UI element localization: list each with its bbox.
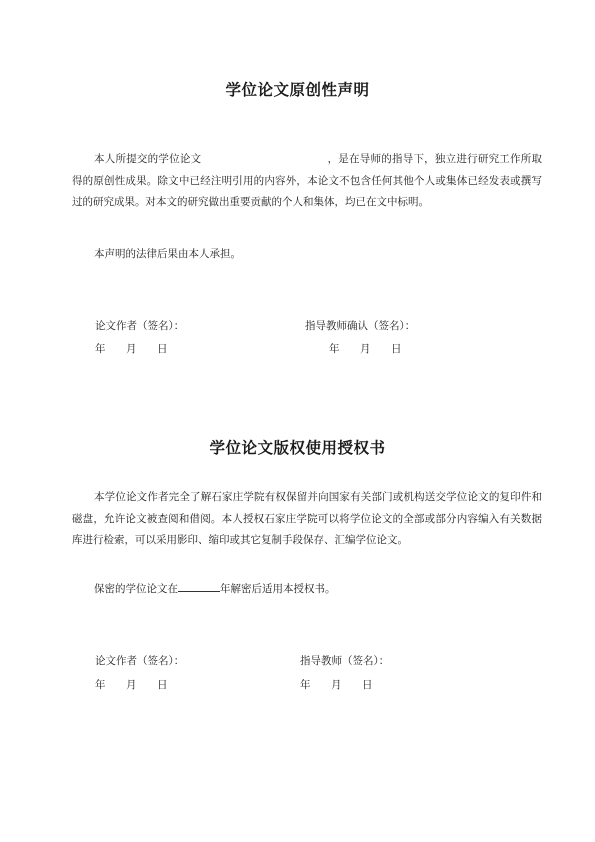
month-label: 月 — [331, 679, 342, 691]
day-label: 日 — [362, 679, 373, 691]
copyright-advisor-date — [300, 678, 373, 692]
originality-author-date — [95, 342, 168, 356]
confidential-clause-end: 年解密后适用本授权书。 — [220, 583, 336, 595]
originality-paragraph — [72, 149, 542, 214]
copyright-author-date — [95, 678, 168, 692]
day-label: 日 — [391, 343, 402, 355]
confidential-clause — [72, 579, 542, 601]
originality-para-start: 本人所提交的学位论文 — [94, 153, 202, 165]
originality-title: 学位论文原创性声明 — [225, 81, 370, 99]
copyright-author-signature: 论文作者（签名）： — [95, 655, 185, 667]
copyright-title: 学位论文版权使用授权书 — [209, 439, 386, 457]
year-label: 年 — [95, 679, 106, 691]
originality-liability-text: 本声明的法律后果由本人承担。 — [94, 248, 241, 260]
originality-advisor-date — [329, 342, 402, 356]
day-label: 日 — [157, 343, 168, 355]
confidential-clause-start: 保密的学位论文在 — [94, 583, 178, 595]
month-label: 月 — [360, 343, 371, 355]
originality-para-rest: ，是在导师的指导下，独立进行研究工作所取得的原创性成果。除文中已经注明引用的内容外，本论文不包含任何其他个人或集体已经发表或撰写过的研究成果。对本文的研究做出重要贡献的个人和集体，均已在文中标明。 — [72, 153, 543, 208]
copyright-paragraph: 本学位论文作者完全了解石家庄学院有权保留并向国家有关部门或机构送交学位论文的复印件和磁盘，允许论文被查阅和借阅。本人授权石家庄学院可以将学位论文的全部或部分内容编入有关数据库进行检索，可以采用影印、缩印或其它复制手段保存、汇编学位论文。 — [72, 491, 542, 546]
month-label: 月 — [126, 343, 137, 355]
originality-author-signature: 论文作者（签名）： — [95, 320, 185, 332]
originality-advisor-signature: 指导教师确认（签名）： — [305, 320, 416, 332]
year-label: 年 — [300, 679, 311, 691]
month-label: 月 — [126, 679, 137, 691]
year-label: 年 — [95, 343, 106, 355]
year-label: 年 — [329, 343, 340, 355]
day-label: 日 — [157, 679, 168, 691]
year-blank — [178, 580, 220, 592]
copyright-advisor-signature: 指导教师（签名）： — [300, 655, 390, 667]
